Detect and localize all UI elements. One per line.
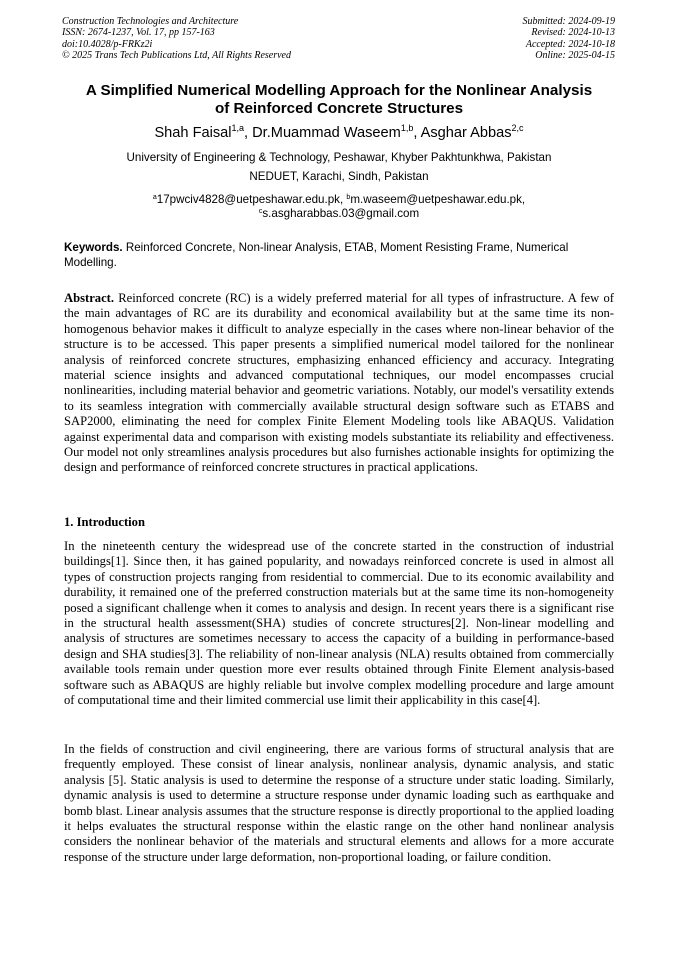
intro-paragraph-2: In the fields of construction and civil engineering, there are various forms of structural analysis that are frequently employed. These consist of linear analysis, nonlinear analysis, dynamic analysis, and static analysis [5]. Static analysis is used to determine the response of a structure under static loading. Similarly, dynamic analysis is used to determine a structure response under dynamic loading such as earthquake and bomb blast. Linear analysis assumes that the structure response is directly proportional to the applied loading it helps evaluates the structural response within the elastic range on the other hand nonlinear analysis considers the nonlinear behavior of the materials and structural elements and allows for a more accurate response of the structure under large deformation, non-proportional loading, or failure condition. [64, 742, 614, 864]
date-revised: Revised: 2024-10-13 [531, 27, 615, 39]
keywords [64, 241, 614, 270]
affiliation-2: NEDUET, Karachi, Sindh, Pakistan [249, 170, 429, 183]
journal-doi: doi:10.4028/p-FRKz2i [62, 38, 153, 50]
email-a[interactable]: 17pwciv4828@uetpeshawar.edu.pk, [156, 193, 347, 206]
email-b[interactable]: m.waseem@uetpeshawar.edu.pk, [350, 193, 526, 206]
journal-name: Construction Technologies and Architecture [62, 16, 239, 27]
author-name: Shah Faisal [154, 125, 232, 141]
author-name: Dr.Muammad Waseem [252, 125, 401, 141]
keywords-text: Reinforced Concrete, Non-linear Analysis, ETAB, Moment Resisting Frame, Numerical Modelling. [64, 241, 569, 269]
author-affil-mark: 1,a [231, 123, 245, 133]
email-mark: b [346, 194, 351, 201]
author-separator: , [413, 125, 421, 141]
affiliation-1: University of Engineering & Technology, Peshawar, Khyber Pakhtunkhwa, Pakistan [126, 151, 552, 164]
keywords-label: Keywords. [64, 241, 123, 254]
date-online: Online: 2025-04-15 [535, 50, 615, 62]
author-list [40, 124, 638, 142]
author-name: Asghar Abbas [420, 125, 512, 141]
abstract-text: Reinforced concrete (RC) is a widely preferred material for all types of infrastructure. A few of the main advantages of RC are its durability and economical availability but at the same time its non-homogenous behavior makes it difficult to analyze especially in the cases where non-linear behavior of the structure is to be accessed. This paper presents a simplified numerical model tailored for the nonlinear analysis of reinforced concrete structures, emphasizing enhanced efficiency and accuracy. Integrating material science insights and advanced computational techniques, our model encompasses crucial nonlinearities, including material behavior and geometric variations. Notably, our model's versatility extends to its seamless integration with commercially available structural design software such as ETABS and SAP2000, eliminating the need for complex Finite Element Modeling tools like ABAQUS. Validation against experimental data and comparison with existing models substantiate its reliability and effectiveness. Our model not only streamlines analysis procedures but also furnishes actionable insights for optimizing the design and performance of reinforced concrete structures in practical applications. [64, 291, 614, 475]
abstract [64, 291, 614, 476]
email-line-2 [40, 207, 638, 221]
email-c[interactable]: s.asgharabbas.03@gmail.com [262, 207, 420, 220]
author-affil-mark: 1,b [400, 123, 414, 133]
date-submitted: Submitted: 2024-09-19 [522, 16, 615, 27]
section-heading-introduction: 1. Introduction [64, 515, 145, 529]
email-mark: a [152, 194, 157, 201]
intro-paragraph-1: In the nineteenth century the widespread use of the concrete started in the construction of industrial buildings[1]. Since then, it has gained popularity, and nowadays reinforced concrete is used in almost all types of construction projects ranging from residential to commercial. Due to its economic availability and durability, it remained one of the preferred construction materials but at the same time its non-homogeneity posed a significant challenge when it comes to analysis and design. In recent years there is a significant rise in the structural health assessment(SHA) studies of concrete structures[2]. Non-linear modelling and analysis of structures are sometimes necessary to access the capacity of a building in performance-based design and SHA studies[3]. The reliability of non-linear analysis (NLA) results obtained from commercially available tools remain under question more ever results obtained through Finite Element analysis-based software such as ABAQUS are highly reliable but involve complex modelling procedure and large amount of computational time and their limited commercial use limit their applicability in this case[4]. [64, 539, 614, 708]
email-mark: c [258, 208, 263, 215]
publication-dates [523, 16, 616, 62]
abstract-label: Abstract. [64, 291, 115, 305]
title-line-2: of Reinforced Concrete Structures [214, 100, 464, 117]
email-line-1 [40, 193, 638, 207]
author-separator: , [244, 125, 253, 141]
journal-copyright: © 2025 Trans Tech Publications Ltd, All Rights Reserved [62, 50, 291, 62]
journal-issn: ISSN: 2674-1237, Vol. 17, pp 157-163 [62, 27, 215, 39]
journal-info [62, 16, 291, 62]
paper-title [40, 82, 638, 118]
author-affil-mark: 2,c [511, 123, 524, 133]
date-accepted: Accepted: 2024-10-18 [525, 38, 615, 50]
title-line-1: A Simplified Numerical Modelling Approach for the Nonlinear Analysis [85, 82, 593, 99]
